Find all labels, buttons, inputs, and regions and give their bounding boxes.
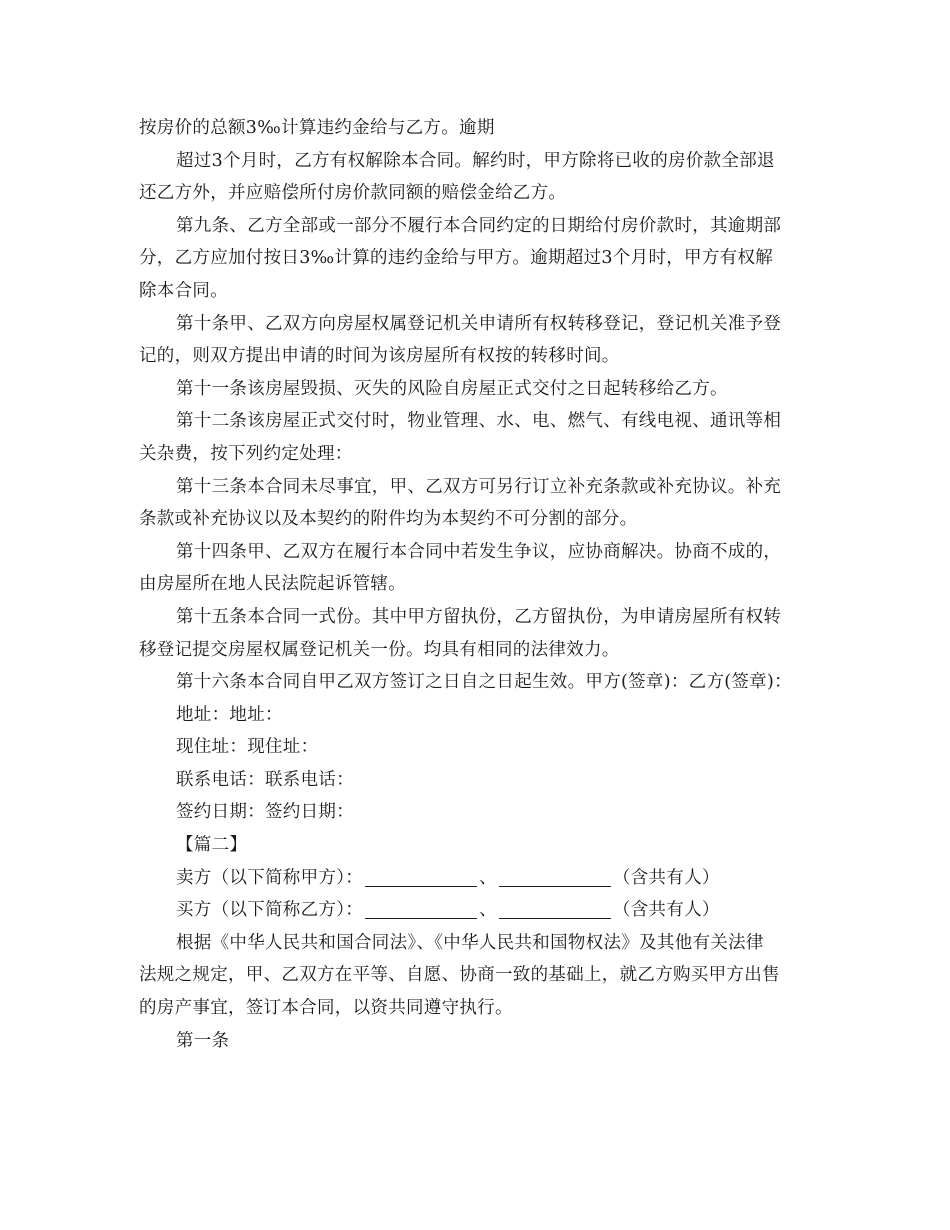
text-line: 【篇二】	[176, 835, 248, 856]
text-line: 第十四条甲、乙双方在履行本合同中若发生争议，应协商解决。协商不成的，	[176, 541, 782, 562]
seller-blank-1[interactable]	[365, 866, 477, 887]
text-line: 第一条	[176, 1030, 230, 1051]
text-line: 移登记提交房屋权属登记机关一份。均具有相同的法律效力。	[139, 639, 620, 660]
text-line: 记的，则双方提出申请的时间为该房屋所有权按的转移时间。	[139, 346, 620, 367]
buyer-blank-1[interactable]	[365, 898, 477, 919]
seller-separator: 、	[479, 867, 497, 888]
text-line: 签约日期：签约日期：	[176, 802, 354, 823]
buyer-suffix: （含共有人）	[612, 900, 720, 921]
text-line: 第十一条该房屋毁损、灭失的风险自房屋正式交付之日起转移给乙方。	[176, 378, 728, 399]
text-line: 第十五条本合同一式份。其中甲方留执份，乙方留执份，为申请房屋所有权转	[176, 606, 782, 627]
text-line: 第九条、乙方全部或一部分不履行本合同约定的日期给付房价款时，其逾期部	[176, 215, 782, 236]
text-line: 的房产事宜，签订本合同，以资共同遵守执行。	[139, 998, 513, 1019]
text-line: 超过3个月时，乙方有权解除本合同。解约时，甲方除将已收的房价款全部退	[176, 150, 775, 171]
buyer-separator: 、	[479, 900, 497, 921]
text-line: 按房价的总额3‰计算违约金给与乙方。逾期	[139, 118, 495, 138]
text-line: 关杂费，按下列约定处理：	[139, 443, 353, 464]
text-line: 还乙方外，并应赔偿所付房价款同额的赔偿金给乙方。	[139, 183, 567, 204]
seller-blank-2[interactable]	[499, 866, 611, 887]
contract-tail	[139, 927, 819, 1057]
text-line: 第十条甲、乙双方向房屋权属登记机关申请所有权转移登记，登记机关准予登	[176, 313, 782, 334]
document-page	[139, 112, 819, 1057]
text-line: 法规之规定，甲、乙双方在平等、自愿、协商一致的基础上，就乙方购买甲方出售	[139, 965, 780, 986]
text-line: 第十二条该房屋正式交付时，物业管理、水、电、燃气、有线电视、通讯等相	[176, 411, 782, 432]
text-line: 联系电话：联系电话：	[176, 769, 354, 790]
contract-body	[139, 112, 819, 862]
seller-suffix: （含共有人）	[612, 867, 720, 888]
text-line: 现住址：现住址：	[176, 737, 319, 758]
text-line: 第十三条本合同未尽事宜，甲、乙双方可另行订立补充条款或补充协议。补充	[176, 476, 782, 497]
buyer-line	[139, 894, 819, 927]
text-line: 地址：地址：	[176, 704, 283, 725]
text-line: 由房屋所在地人民法院起诉管辖。	[139, 574, 406, 595]
seller-line	[139, 862, 819, 895]
text-line: 除本合同。	[139, 280, 228, 301]
text-line: 分，乙方应加付按日3‰计算的违约金给与甲方。逾期超过3个月时，甲方有权解	[139, 248, 774, 269]
text-line: 第十六条本合同自甲乙双方签订之日自之日起生效。甲方(签章)：乙方(签章)：	[176, 672, 792, 693]
text-line: 根据《中华人民共和国合同法》、《中华人民共和国物权法》及其他有关法律	[176, 932, 764, 953]
buyer-label: 买方（以下简称乙方）：	[176, 900, 364, 921]
text-line: 条款或补充协议以及本契约的附件均为本契约不可分割的部分。	[139, 509, 638, 530]
buyer-blank-2[interactable]	[499, 898, 611, 919]
seller-label: 卖方（以下简称甲方）：	[176, 867, 364, 888]
